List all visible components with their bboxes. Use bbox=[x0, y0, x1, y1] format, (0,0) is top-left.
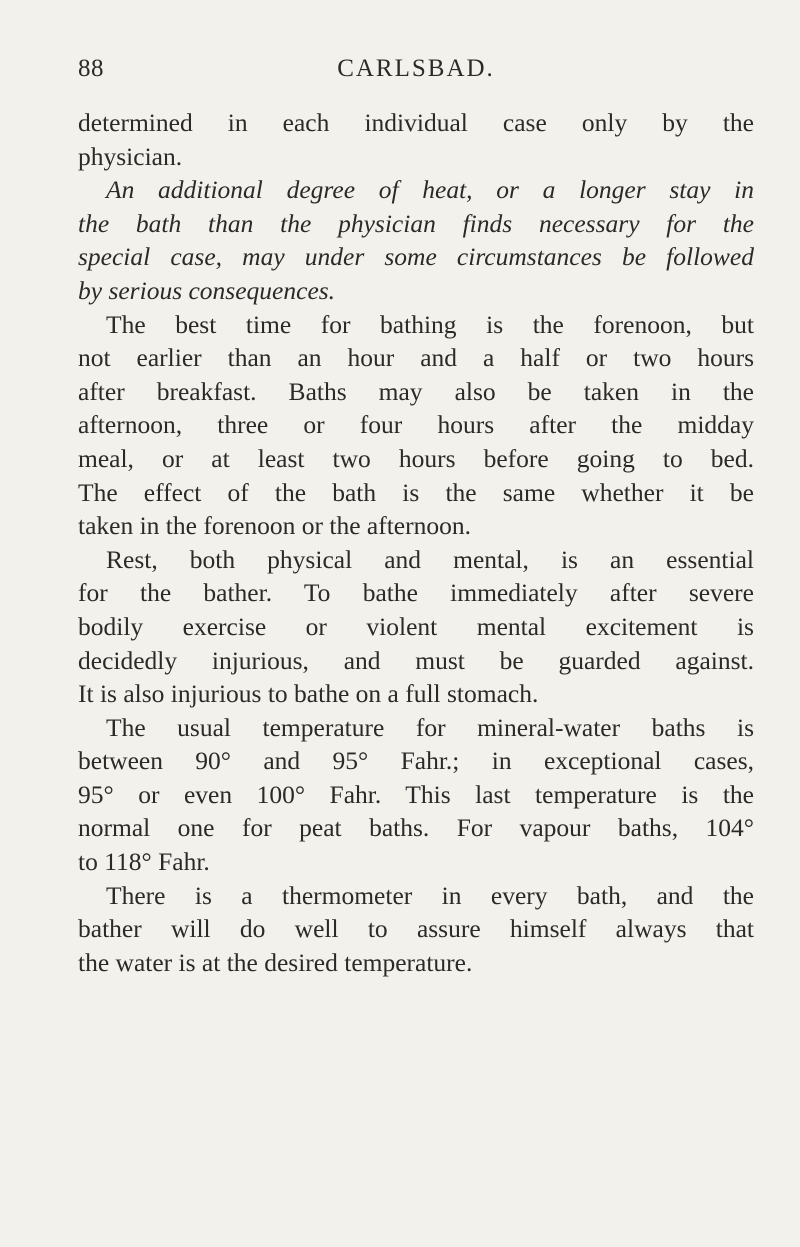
text-line: It is also injurious to bathe on a full stomach. bbox=[78, 679, 539, 709]
text-line: The best time for bathing is the forenoon, but bbox=[106, 309, 754, 339]
text-line: physician. bbox=[78, 141, 183, 171]
text-line: taken in the forenoon or the afternoon. bbox=[78, 511, 471, 541]
text-line: determined in each individual case only by the bbox=[78, 108, 754, 137]
text-line: the bath than the physician finds necessary for the bbox=[78, 208, 754, 238]
paragraph-italic bbox=[78, 173, 754, 307]
text-line: The effect of the bath is the same whether it be bbox=[78, 477, 754, 507]
text-line: for the bather. To bathe immediately after severe bbox=[78, 578, 754, 608]
text-line: bather will do well to assure himself always that bbox=[78, 914, 754, 944]
text-line: meal, or at least two hours before going to bed. bbox=[78, 443, 754, 473]
text-line: to 118° Fahr. bbox=[78, 847, 210, 877]
paragraph bbox=[78, 543, 754, 711]
text-line: between 90° and 95° Fahr.; in exceptional cases, bbox=[78, 746, 754, 776]
text-line: 95° or even 100° Fahr. This last temperature is the bbox=[78, 779, 754, 809]
text-line: the water is at the desired temperature. bbox=[78, 947, 473, 977]
text-line: not earlier than an hour and a half or two hours bbox=[78, 343, 754, 373]
text-line: The usual temperature for mineral-water baths is bbox=[106, 712, 754, 742]
text-line: There is a thermometer in every bath, and the bbox=[106, 880, 754, 910]
body-text bbox=[78, 106, 754, 979]
running-head: CARLSBAD. bbox=[337, 55, 495, 82]
text-line: by serious consequences. bbox=[78, 275, 336, 305]
text-line: bodily exercise or violent mental excitement is bbox=[78, 611, 754, 641]
page-header bbox=[78, 55, 754, 91]
page-number: 88 bbox=[78, 55, 104, 82]
paragraph bbox=[78, 308, 754, 543]
paragraph bbox=[78, 711, 754, 879]
text-line: after breakfast. Baths may also be taken in the bbox=[78, 376, 754, 406]
text-line: decidedly injurious, and must be guarded against. bbox=[78, 645, 754, 675]
text-line: Rest, both physical and mental, is an essential bbox=[106, 544, 754, 574]
paragraph bbox=[78, 106, 754, 173]
text-line: afternoon, three or four hours after the midday bbox=[78, 410, 754, 440]
text-line: normal one for peat baths. For vapour baths, 104° bbox=[78, 813, 754, 843]
text-line: special case, may under some circumstances be followed bbox=[78, 242, 754, 272]
paragraph bbox=[78, 879, 754, 980]
text-line: An additional degree of heat, or a longer stay in bbox=[106, 175, 754, 205]
